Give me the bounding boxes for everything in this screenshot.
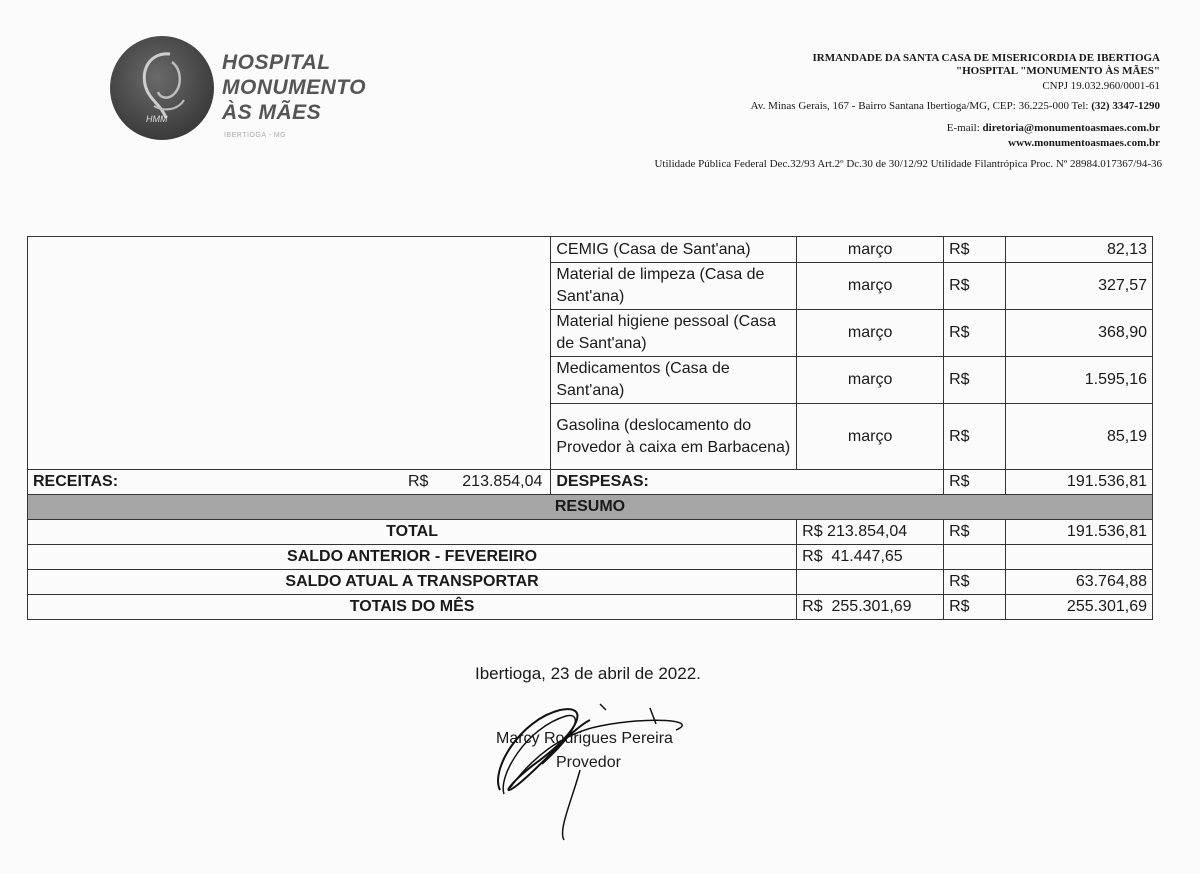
utility-declaration: Utilidade Pública Federal Dec.32/93 Art.2º Dc.30 de 30/12/92 Utilidade Filantrópica Proc. Nº 28984.017367/94-36 [654, 158, 1162, 170]
expense-month: março [797, 404, 944, 470]
resumo-currency: R$ [944, 520, 1006, 545]
address-text: Av. Minas Gerais, 167 - Bairro Santana Ibertioga/MG, CEP: 36.225-000 Tel: [750, 100, 1092, 112]
resumo-receita: R$ 41.447,65 [797, 545, 944, 570]
expense-desc: CEMIG (Casa de Sant'ana) [551, 237, 797, 263]
resumo-currency [944, 545, 1006, 570]
expense-desc: Material de limpeza (Casa de Sant'ana) [551, 263, 797, 310]
expense-value: 85,19 [1006, 404, 1153, 470]
logo-city: IBERTIOGA - MG [224, 132, 287, 139]
despesas-label: DESPESAS: [551, 470, 944, 495]
financial-table [27, 236, 1153, 620]
phone: (32) 3347-1290 [1091, 100, 1160, 112]
totals-row [28, 470, 1153, 495]
empty-receitas-cell [28, 237, 551, 470]
signature-date: Ibertioga, 23 de abril de 2022. [475, 664, 701, 683]
resumo-despesa: 63.764,88 [1006, 570, 1153, 595]
resumo-receita [797, 570, 944, 595]
resumo-despesa [1006, 545, 1153, 570]
expense-value: 327,57 [1006, 263, 1153, 310]
expense-value: 368,90 [1006, 310, 1153, 357]
receitas-label: RECEITAS: [33, 473, 119, 490]
address [751, 100, 1160, 112]
resumo-title: RESUMO [28, 495, 1153, 520]
expense-value: 82,13 [1006, 237, 1153, 263]
email: diretoria@monumentoasmaes.com.br [982, 122, 1160, 134]
resumo-header-row [28, 495, 1153, 520]
email-label: E-mail: [946, 122, 983, 134]
receitas-currency: R$ [408, 473, 429, 490]
signer-role: Provedor [556, 754, 621, 771]
logo-line-1: HOSPITAL [222, 51, 331, 74]
despesas-currency: R$ [944, 470, 1006, 495]
table-row [28, 237, 1153, 263]
expense-month: março [797, 237, 944, 263]
website: www.monumentoasmaes.com.br [1008, 137, 1160, 149]
expense-desc: Gasolina (deslocamento do Provedor à caixa em Barbacena) [551, 404, 797, 470]
receitas-value: 213.854,04 [462, 473, 543, 490]
resumo-label: SALDO ANTERIOR - FEVEREIRO [28, 545, 797, 570]
resumo-receita: R$ 213.854,04 [797, 520, 944, 545]
expense-currency: R$ [944, 237, 1006, 263]
cnpj: CNPJ 19.032.960/0001-61 [1042, 80, 1160, 92]
logo-wordmark [222, 50, 366, 125]
expense-month: março [797, 263, 944, 310]
logo-line-3: ÀS MÃES [222, 101, 322, 124]
expense-value: 1.595,16 [1006, 357, 1153, 404]
resumo-currency: R$ [944, 595, 1006, 620]
resumo-currency: R$ [944, 570, 1006, 595]
expense-currency: R$ [944, 310, 1006, 357]
resumo-label: SALDO ATUAL A TRANSPORTAR [28, 570, 797, 595]
resumo-receita: R$ 255.301,69 [797, 595, 944, 620]
expense-desc: Material higiene pessoal (Casa de Sant'ana) [551, 310, 797, 357]
mother-child-logo-icon [110, 36, 214, 140]
resumo-label: TOTAIS DO MÊS [28, 595, 797, 620]
resumo-despesa: 255.301,69 [1006, 595, 1153, 620]
hospital-name: "HOSPITAL "MONUMENTO ÀS MÃES" [955, 65, 1160, 77]
hospital-logo [110, 36, 214, 140]
handwritten-signature-icon [480, 690, 700, 850]
despesas-value: 191.536,81 [1006, 470, 1153, 495]
table-row [28, 545, 1153, 570]
resumo-label: TOTAL [28, 520, 797, 545]
table-row [28, 520, 1153, 545]
expense-desc: Medicamentos (Casa de Sant'ana) [551, 357, 797, 404]
table-row [28, 570, 1153, 595]
table-row [28, 595, 1153, 620]
expense-currency: R$ [944, 404, 1006, 470]
expense-month: março [797, 310, 944, 357]
logo-line-2: MONUMENTO [222, 76, 367, 99]
resumo-despesa: 191.536,81 [1006, 520, 1153, 545]
email-line [947, 122, 1160, 134]
receitas-cell [28, 470, 551, 495]
expense-currency: R$ [944, 357, 1006, 404]
logo-badge: HMM [146, 114, 168, 124]
expense-month: março [797, 357, 944, 404]
org-name: IRMANDADE DA SANTA CASA DE MISERICORDIA DE IBERTIOGA [812, 52, 1160, 64]
expense-currency: R$ [944, 263, 1006, 310]
signer-name: Marcy Rodrigues Pereira [496, 730, 673, 747]
